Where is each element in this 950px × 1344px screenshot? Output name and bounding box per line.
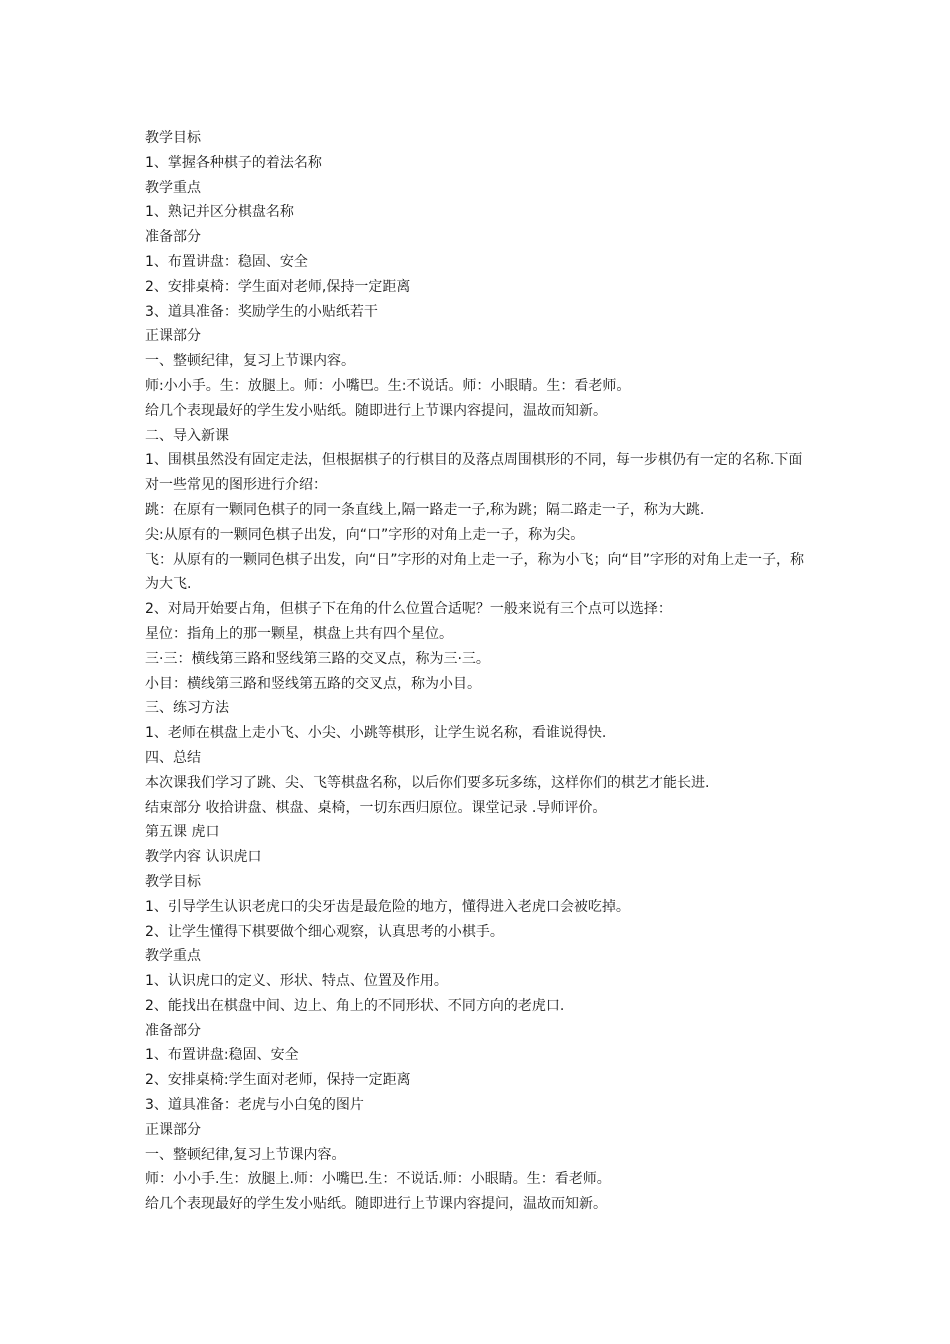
text-line: 教学内容 认识虎口 <box>145 849 262 866</box>
text-line: 1、布置讲盘：稳固、安全 <box>145 253 308 270</box>
text-line: 给几个表现最好的学生发小贴纸。随即进行上节课内容提问，温故而知新。 <box>145 402 607 419</box>
text-line: 本次课我们学习了跳、尖、飞等棋盘名称，以后你们要多玩多练，这样你们的棋艺才能长进. <box>145 774 710 791</box>
document-body <box>145 126 815 1217</box>
text-line: 一、整顿纪律，复习上节课内容。 <box>145 353 355 370</box>
section-heading: 教学目标 <box>145 873 201 890</box>
text-line: 四、总结 <box>145 749 201 766</box>
text-line: 跳：在原有一颗同色棋子的同一条直线上,隔一路走一子,称为跳；隔二路走一子，称为大跳. <box>145 501 705 518</box>
text-line: 一、整顿纪律,复习上节课内容。 <box>145 1146 346 1163</box>
text-line: 2、对局开始要占角，但棋子下在角的什么位置合适呢？一般来说有三个点可以选择： <box>145 601 672 618</box>
section-heading: 正课部分 <box>145 328 201 345</box>
text-line: 给几个表现最好的学生发小贴纸。随即进行上节课内容提问，温故而知新。 <box>145 1196 607 1213</box>
text-line: 2、让学生懂得下棋要做个细心观察，认真思考的小棋手。 <box>145 923 504 940</box>
text-line: 二、导入新课 <box>145 427 229 444</box>
text-line: 1、熟记并区分棋盘名称 <box>145 204 294 221</box>
text-line: 2、安排桌椅：学生面对老师,保持一定距离 <box>145 278 411 295</box>
text-line: 师:小小手。生：放腿上。师：小嘴巴。生:不说话。师：小眼睛。生：看老师。 <box>145 377 631 394</box>
section-heading: 教学目标 <box>145 130 201 146</box>
text-line: 3、道具准备：奖励学生的小贴纸若干 <box>145 303 378 320</box>
text-paragraph: 1、围棋虽然没有固定走法，但根据棋子的行棋目的及落点周围棋形的不同，每一步棋仍有一定的名称.下面对一些常见的图形进行介绍： <box>145 452 803 494</box>
section-heading: 教学重点 <box>145 179 201 196</box>
text-line: 1、引导学生认识老虎口的尖牙齿是最危险的地方，懂得进入老虎口会被吃掉。 <box>145 898 630 915</box>
text-line: 尖:从原有的一颗同色棋子出发，向“口”字形的对角上走一子，称为尖。 <box>145 526 585 543</box>
lesson-title: 第五课 虎口 <box>145 824 220 841</box>
text-line: 1、掌握各种棋子的着法名称 <box>145 154 322 171</box>
text-line: 三·三：横线第三路和竖线第三路的交叉点，称为三·三。 <box>145 650 490 667</box>
text-line: 1、布置讲盘:稳固、安全 <box>145 1047 299 1064</box>
text-line: 3、道具准备：老虎与小白兔的图片 <box>145 1097 364 1114</box>
text-line: 小目：横线第三路和竖线第五路的交叉点，称为小目。 <box>145 675 481 692</box>
text-paragraph: 飞：从原有的一颗同色棋子出发，向“日”字形的对角上走一子，称为小飞；向“目”字形的对角上走一子，称为大飞. <box>145 551 805 593</box>
text-line: 结束部分 收拾讲盘、棋盘、桌椅，一切东西归原位。课堂记录 .导师评价。 <box>145 799 607 816</box>
text-line: 星位：指角上的那一颗星，棋盘上共有四个星位。 <box>145 625 453 642</box>
text-line: 1、认识虎口的定义、形状、特点、位置及作用。 <box>145 973 448 990</box>
section-heading: 教学重点 <box>145 948 201 965</box>
section-heading: 准备部分 <box>145 229 201 246</box>
text-line: 2、能找出在棋盘中间、边上、角上的不同形状、不同方向的老虎口. <box>145 997 565 1014</box>
text-line: 师：小小手.生：放腿上.师：小嘴巴.生：不说话.师：小眼睛。生：看老师。 <box>145 1171 611 1188</box>
text-line: 2、安排桌椅:学生面对老师，保持一定距离 <box>145 1072 411 1089</box>
section-heading: 准备部分 <box>145 1022 201 1039</box>
section-heading: 正课部分 <box>145 1121 201 1138</box>
text-line: 1、老师在棋盘上走小飞、小尖、小跳等棋形，让学生说名称，看谁说得快. <box>145 725 607 742</box>
text-line: 三、练习方法 <box>145 700 229 717</box>
